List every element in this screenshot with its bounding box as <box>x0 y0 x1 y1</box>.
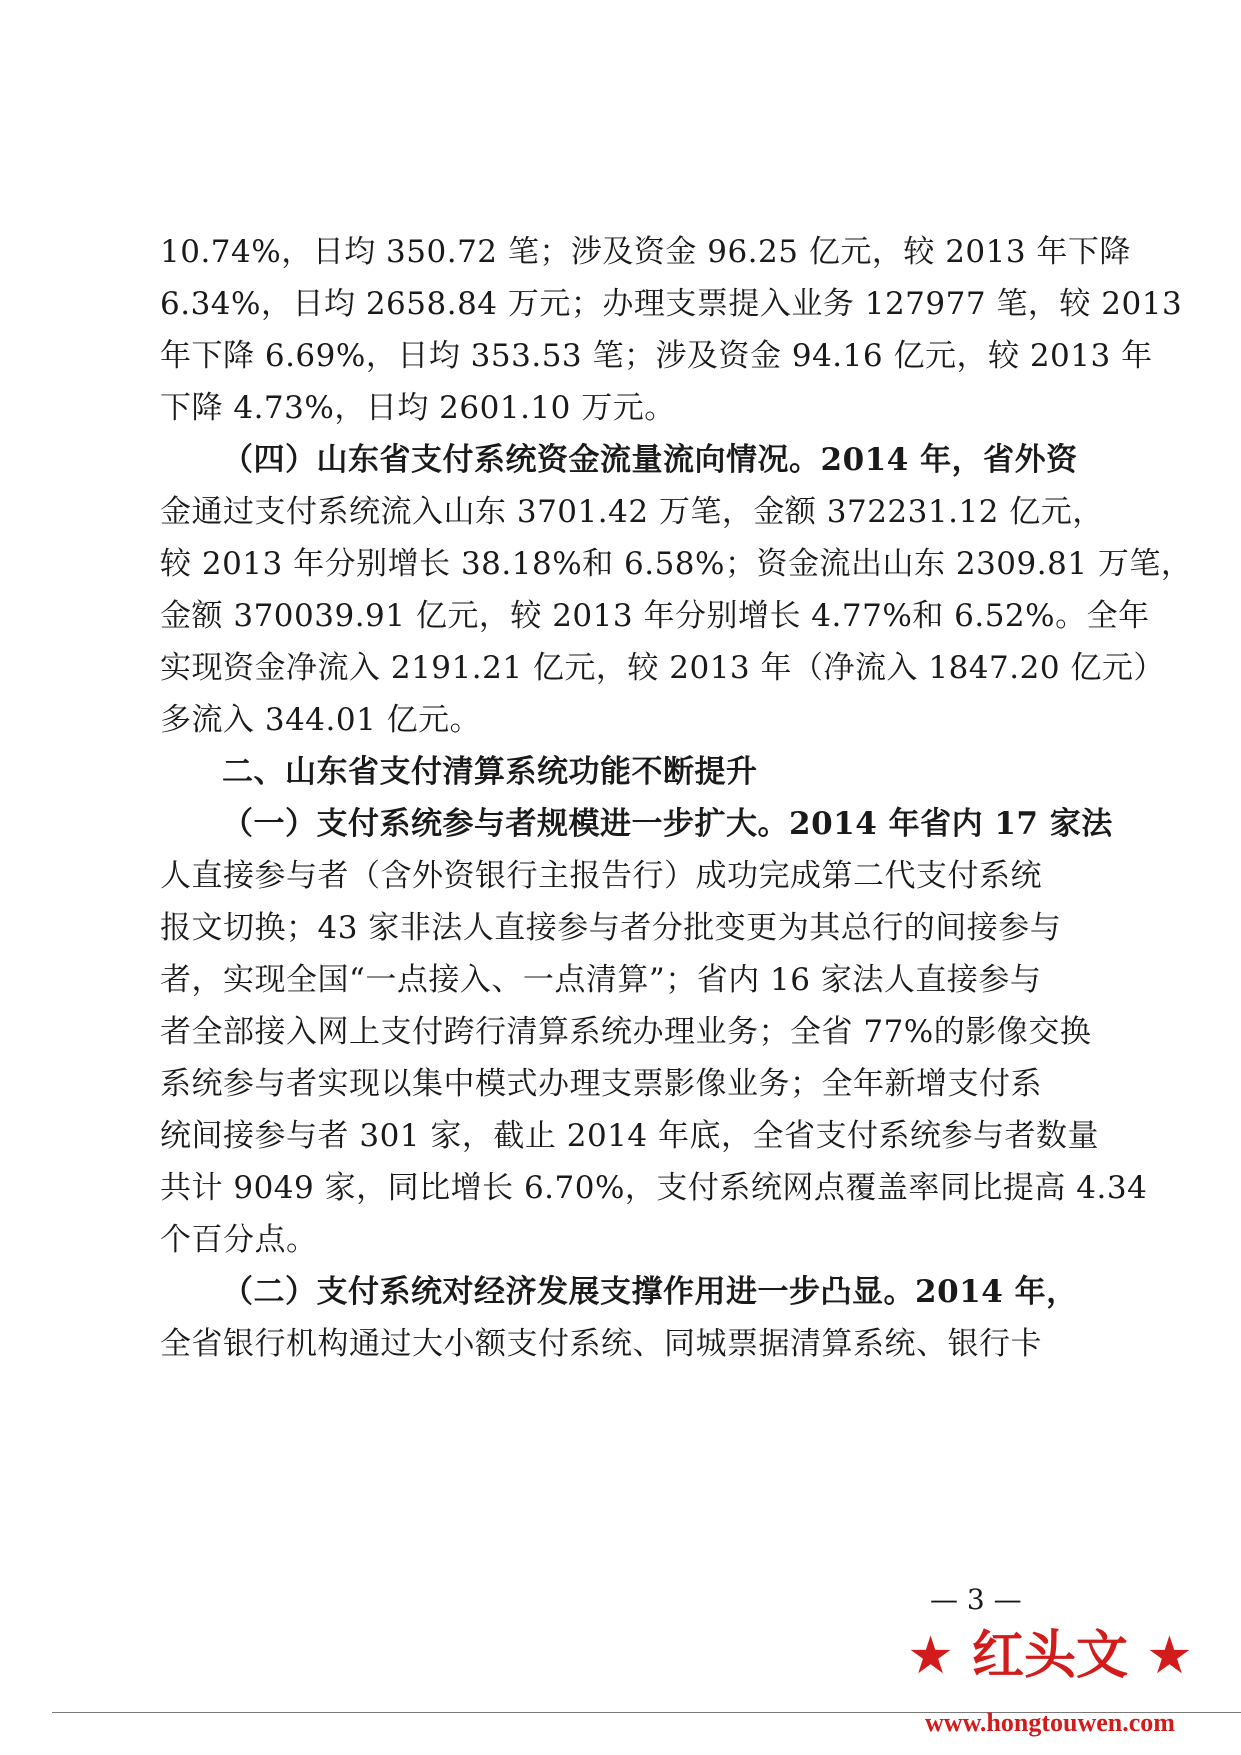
body-line: 下降 4.73%，日均 2601.10 万元。 <box>160 390 676 426</box>
body-line: 金通过支付系统流入山东 3701.42 万笔，金额 372231.12 亿元， <box>160 494 1104 530</box>
body-line: 报文切换；43 家非法人直接参与者分批变更为其总行的间接参与 <box>160 910 1062 946</box>
body-line: 统间接参与者 301 家，截止 2014 年底，全省支付系统参与者数量 <box>160 1118 1099 1154</box>
body-line: 6.34%，日均 2658.84 万元；办理支票提入业务 127977 笔，较 2013 <box>160 286 1183 322</box>
section-heading: 二、山东省支付清算系统功能不断提升 <box>222 754 758 790</box>
star-icon: ★ <box>1146 1626 1193 1686</box>
body-line: 年下降 6.69%，日均 353.53 笔；涉及资金 94.16 亿元，较 2013 年 <box>160 338 1153 374</box>
section-paragraph-4: （四）山东省支付系统资金流量流向情况。2014 年，省外资 <box>222 442 1078 478</box>
watermark-url: www.hongtouwen.com <box>925 1708 1175 1737</box>
body-line: 全省银行机构通过大小额支付系统、同城票据清算系统、银行卡 <box>160 1326 1042 1362</box>
body-line: 10.74%，日均 350.72 笔；涉及资金 96.25 亿元，较 2013 年下降 <box>160 234 1131 270</box>
body-line: 者，实现全国“一点接入、一点清算”；省内 16 家法人直接参与 <box>160 962 1042 998</box>
body-line: 金额 370039.91 亿元，较 2013 年分别增长 4.77%和 6.52%。全年 <box>160 598 1150 634</box>
body-line: 共计 9049 家，同比增长 6.70%，支付系统网点覆盖率同比提高 4.34 <box>160 1170 1148 1206</box>
body-line: 者全部接入网上支付跨行清算系统办理业务；全省 77%的影像交换 <box>160 1014 1092 1050</box>
body-line: 人直接参与者（含外资银行主报告行）成功完成第二代支付系统 <box>160 858 1042 894</box>
subsection-paragraph-2: （二）支付系统对经济发展支撑作用进一步凸显。2014 年， <box>222 1274 1078 1310</box>
body-line: 实现资金净流入 2191.21 亿元，较 2013 年（净流入 1847.20 亿元） <box>160 650 1165 686</box>
subsection-paragraph-1: （一）支付系统参与者规模进一步扩大。2014 年省内 17 家法 <box>222 806 1113 842</box>
body-line: 较 2013 年分别增长 38.18%和 6.58%；资金流出山东 2309.81 万笔， <box>160 546 1193 582</box>
watermark-title-row <box>860 1620 1240 1692</box>
watermark-title: 红头文 <box>971 1626 1128 1686</box>
body-line: 多流入 344.01 亿元。 <box>160 702 482 738</box>
star-icon: ★ <box>907 1626 954 1686</box>
page-number: — 3 — <box>930 1583 1022 1616</box>
body-line: 系统参与者实现以集中模式办理支票影像业务；全年新增支付系 <box>160 1066 1042 1102</box>
body-line: 个百分点。 <box>160 1222 318 1258</box>
watermark <box>860 1620 1240 1755</box>
